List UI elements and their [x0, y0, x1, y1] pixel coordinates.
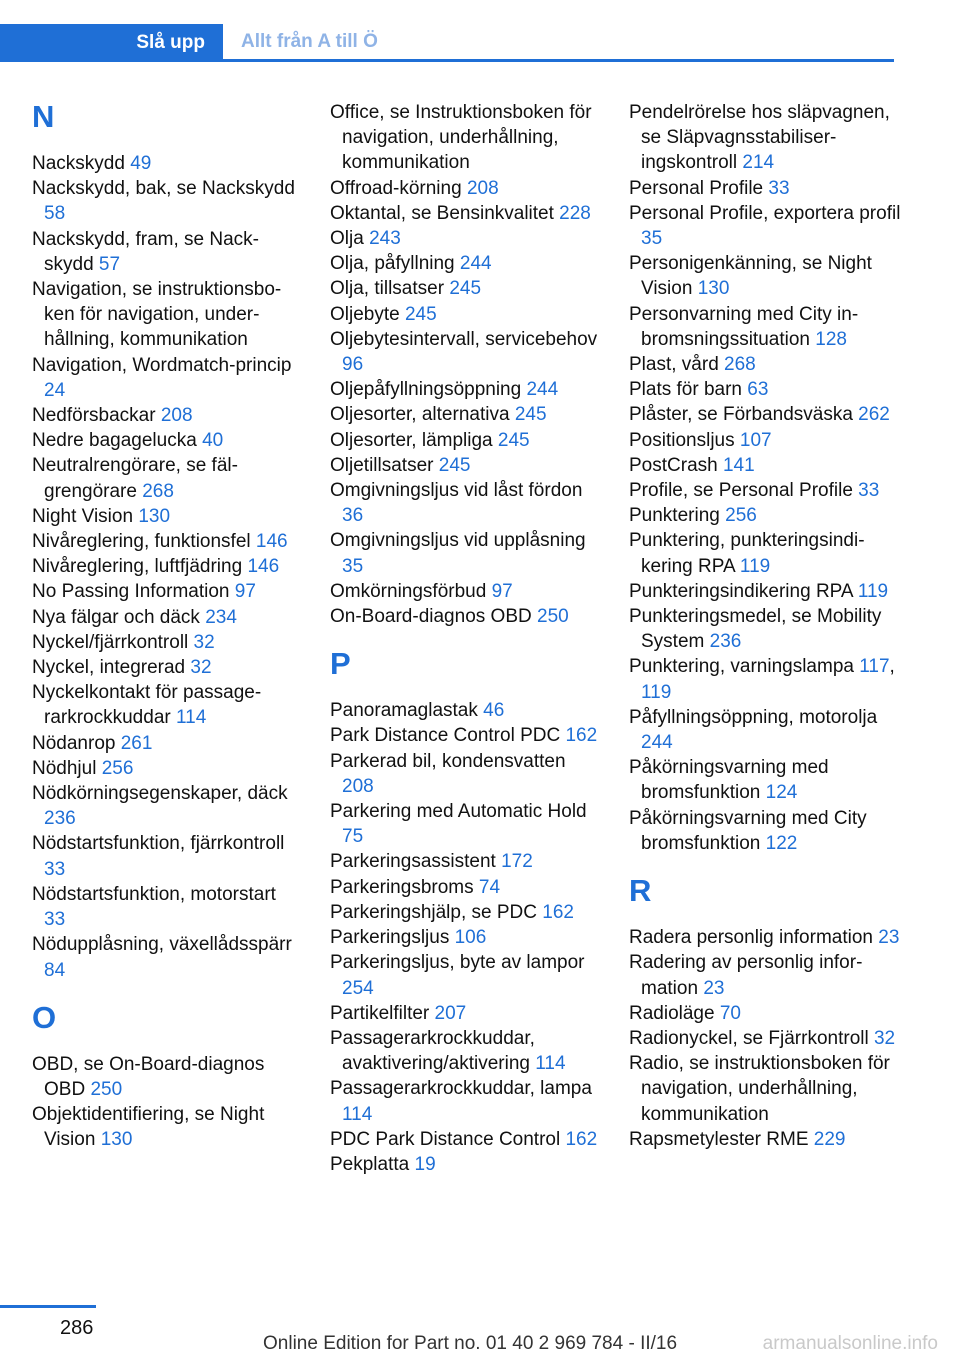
entry-text: Oktantal, se Bensinkvalitet [330, 202, 560, 224]
index-entry [32, 655, 302, 680]
edition-text: Online Edition for Part no. 01 40 2 969 784 - II/16 [263, 1333, 678, 1354]
page-link[interactable]: 32 [873, 1027, 896, 1049]
page-link[interactable]: 250 [537, 606, 569, 628]
section-letter: R [629, 873, 652, 909]
entry-text: Punktering [629, 505, 726, 527]
index-entry [629, 705, 909, 755]
index-entry [32, 504, 302, 529]
entry-text: Parkerad bil, kondensvatten [330, 750, 566, 772]
entry-text: Nedförsbackar [32, 405, 161, 427]
index-entry [32, 227, 302, 277]
index-entry [32, 579, 302, 604]
index-entry [629, 1127, 909, 1152]
entry-text: Olja [330, 228, 370, 250]
page-link[interactable]: 24 [44, 379, 66, 401]
page-link[interactable]: 35 [342, 555, 364, 577]
index-entry [32, 176, 302, 226]
page-link[interactable]: 122 [765, 832, 798, 854]
index-entry [330, 849, 600, 874]
index-entry [629, 503, 909, 528]
index-entry [629, 925, 909, 950]
entry-text: Nyckel, integrerad [32, 657, 191, 679]
entry-text: Partikelfilter [330, 1002, 435, 1024]
entry-text: Neutralrengörare, se fälgrengörare [32, 455, 238, 502]
page-link[interactable]: 84 [44, 959, 66, 981]
entry-text: Omgivningsljus vid upplåsning [330, 530, 586, 552]
entry-text: Pekplatta [330, 1153, 415, 1175]
index-entry [629, 377, 909, 402]
entry-text: Plats för barn [629, 379, 748, 401]
entry-text: On-Board-diagnos OBD [330, 606, 537, 628]
index-entry [32, 932, 302, 982]
entry-text: Nya fälgar och däck [32, 606, 206, 628]
index-entry [330, 478, 600, 528]
page-link[interactable]: 256 [101, 757, 134, 779]
entry-text: Oljepåfyllningsöppning [330, 379, 527, 401]
entry-text: No Passing Information [32, 581, 235, 603]
index-entry [330, 1076, 600, 1126]
entry-text: Oljebytesintervall, servicebehov [330, 328, 598, 350]
page-link[interactable]: 96 [342, 354, 364, 376]
index-entry [629, 428, 909, 453]
entry-text: Personal Profile, exportera profil [629, 202, 901, 224]
index-entry [330, 723, 600, 748]
page-link[interactable]: 46 [483, 700, 505, 722]
page-link[interactable]: 243 [369, 228, 401, 250]
entry-text: Nyckel/fjärrkontroll [32, 631, 194, 653]
index-entry [32, 605, 302, 630]
entry-text: Punktering, punkteringsindikering RPA [629, 530, 865, 577]
index-entry [629, 478, 909, 503]
index-entry [330, 1001, 600, 1026]
page-link[interactable]: 75 [342, 826, 364, 848]
entry-text: Nivåreglering, funktionsfel [32, 531, 256, 553]
index-entry [629, 1001, 909, 1026]
index-entry [629, 1051, 909, 1127]
page-link[interactable]: 106 [454, 927, 487, 949]
entry-text: Radera personlig information [629, 927, 879, 949]
page-link[interactable]: 63 [747, 379, 769, 401]
entry-text: Påkörningsvarning med City bromsfunktion [629, 807, 867, 854]
page-link[interactable]: 128 [815, 328, 847, 350]
page-link[interactable]: 245 [438, 454, 471, 476]
index-entry [32, 453, 302, 503]
page-link[interactable]: 130 [100, 1129, 133, 1151]
entry-text: Plåster, se Förbandsväska [629, 404, 859, 426]
entry-text: Night Vision [32, 505, 139, 527]
page-link[interactable]: 244 [526, 379, 559, 401]
entry-text: Parkering med Automatic Hold [330, 801, 587, 823]
entry-text: Punkteringsmedel, se Mobility System [629, 606, 882, 653]
page-link[interactable]: 23 [703, 977, 725, 999]
entry-text: Omgivningsljus vid låst fördon [330, 480, 583, 502]
entry-text: Passagerarkrockkuddar, avaktivering/aktivering [330, 1027, 536, 1075]
entry-text: Nödupplåsning, växellådsspärr [32, 934, 292, 956]
index-entry [330, 453, 600, 478]
index-entry [330, 604, 600, 629]
index-entry [32, 831, 302, 881]
page-link[interactable]: 244 [459, 253, 492, 275]
tab-sla-upp[interactable]: Slå upp [0, 24, 223, 62]
index-entry [629, 251, 909, 301]
page-link[interactable]: 35 [641, 228, 663, 250]
page-link[interactable]: 33 [44, 909, 66, 931]
page-link[interactable]: 146 [255, 531, 288, 553]
page-link[interactable]: 146 [247, 556, 280, 578]
entry-text: Nödstartsfunktion, motorstart [32, 883, 276, 905]
index-entry [629, 100, 909, 176]
page-link[interactable]: 229 [813, 1128, 846, 1150]
page-link[interactable]: 245 [449, 278, 482, 300]
index-entry [629, 579, 909, 604]
section-gap [32, 983, 302, 1001]
index-entry [629, 1026, 909, 1051]
page-link[interactable]: 130 [138, 505, 171, 527]
index-column-3 [629, 100, 909, 1152]
index-entry [629, 402, 909, 427]
index-column-2 [330, 100, 600, 1177]
index-entry [32, 731, 302, 756]
index-entry [32, 277, 302, 353]
page-link[interactable]: 114 [342, 1103, 373, 1125]
header-rule [0, 59, 894, 62]
entry-text: Oljetillsatser [330, 454, 439, 476]
page-link[interactable]: 124 [765, 782, 798, 804]
entry-text: Office, se Instruktionsboken för navigation, underhållning, kommunikation [330, 102, 592, 174]
page-link[interactable]: 58 [44, 203, 66, 225]
page-link[interactable]: 262 [858, 404, 890, 426]
entry-text: Personal Profile [629, 177, 769, 199]
index-entry [330, 875, 600, 900]
page-link[interactable]: 130 [697, 278, 730, 300]
section-letter: N [32, 99, 55, 134]
page-link[interactable]: 74 [478, 876, 501, 898]
entry-text: Plast, vård [629, 354, 725, 376]
entry-text: Panoramaglastak [330, 700, 484, 722]
page-link[interactable]: 32 [190, 657, 212, 679]
page-link[interactable]: 208 [342, 775, 374, 797]
footer-rule [0, 1305, 96, 1308]
index-entry [330, 799, 600, 849]
section-gap [330, 629, 600, 647]
page-link[interactable]: 254 [342, 977, 374, 999]
index-entry [330, 950, 600, 1000]
entry-text: Nödanrop [32, 732, 121, 754]
index-entry [330, 428, 600, 453]
entry-text: Påfyllningsöppning, motorolja [629, 706, 878, 728]
page-link[interactable]: 268 [142, 480, 174, 502]
entry-text: Nedre bagagelucka [32, 430, 203, 452]
section-gap [629, 856, 909, 874]
index-entry [330, 327, 600, 377]
entry-text: Oljebyte [330, 303, 405, 325]
index-entry [629, 604, 909, 654]
entry-text: Nivåreglering, luftfjädring [32, 556, 248, 578]
page-link[interactable]: 49 [130, 153, 152, 174]
entry-text: Nackskydd, bak, se Nackskydd [32, 178, 295, 200]
index-entry [32, 554, 302, 579]
page-link[interactable]: 244 [641, 732, 673, 754]
entry-text: Punktering, varningslampa [629, 656, 860, 678]
page-link[interactable]: 33 [858, 480, 880, 502]
entry-text: Rapsmetylester RME [629, 1128, 814, 1150]
entry-text: Omkörningsförbud [330, 580, 492, 602]
index-entry [629, 201, 909, 251]
index-entry [330, 1127, 600, 1152]
page-link[interactable]: 245 [404, 303, 437, 325]
section-letter: O [32, 999, 57, 1035]
entry-text: PDC Park Distance Control [330, 1128, 566, 1150]
entry-text: Pendelrörelse hos släpvagnen, se Släpvagnsstabiliseringskontroll [629, 102, 890, 174]
page-link[interactable]: 245 [514, 404, 547, 426]
index-entry [629, 528, 909, 578]
page-link[interactable]: 172 [501, 851, 533, 873]
page-link[interactable]: 261 [120, 732, 153, 754]
entry-text: Oljesorter, alternativa [330, 404, 515, 426]
index-entry [330, 528, 600, 578]
page-link[interactable]: 268 [724, 354, 756, 376]
page-link[interactable]: 245 [497, 429, 530, 451]
page-link[interactable]: 207 [434, 1002, 467, 1024]
page-link[interactable]: 208 [160, 405, 193, 427]
index-entry [32, 680, 302, 730]
entry-text: Parkeringsljus, byte av lampor [330, 952, 585, 974]
entry-text: Parkeringsassistent [330, 851, 502, 873]
entry-text: Påkörningsvarning med bromsfunktion [629, 757, 829, 804]
entry-text: Oljesorter, lämpliga [330, 429, 498, 451]
page-link[interactable]: 33 [44, 858, 66, 880]
entry-text: Radio, se instruktionsboken för navigation, underhållning, kommunikation [629, 1053, 890, 1125]
index-entry [629, 176, 909, 201]
entry-text: Navigation, se instruktionsboken för navigation, underhållning, kommunikation [32, 279, 282, 351]
entry-text: Personigenkänning, se Night Vision [629, 253, 872, 300]
page-link[interactable]: 33 [768, 177, 790, 199]
page-link[interactable]: 57 [98, 253, 121, 275]
entry-text: Radionyckel, se Fjärrkontroll [629, 1027, 874, 1049]
page-link[interactable]: 236 [44, 808, 76, 830]
entry-text: Nödkörningsegenskaper, däck [32, 783, 288, 805]
page-link[interactable]: 19 [414, 1153, 436, 1175]
index-entry [32, 1102, 302, 1152]
index-entry [629, 806, 909, 856]
entry-text: Olja, påfyllning [330, 253, 460, 275]
index-entry [330, 579, 600, 604]
index-entry [32, 756, 302, 781]
index-entry [330, 377, 600, 402]
entry-text: Positionsljus [629, 429, 740, 451]
entry-text: Nackskydd [32, 153, 131, 174]
page-separator: , [889, 656, 895, 678]
index-column-1 [32, 100, 302, 1153]
entry-text: Olja, tillsatser [330, 278, 450, 300]
index-entry [629, 755, 909, 805]
section-letter: P [330, 646, 351, 682]
entry-text: Nackskydd, fram, se Nackskydd [32, 228, 259, 275]
page-link[interactable]: 162 [542, 901, 574, 923]
page-number: 286 [60, 1317, 94, 1339]
entry-text: OBD, se On-Board-diagnos OBD [32, 1053, 265, 1100]
entry-text: Parkeringsljus [330, 927, 455, 949]
index-entry [32, 781, 302, 831]
page-link[interactable]: 119 [641, 681, 672, 703]
entry-text: Passagerarkrockkuddar, lampa [330, 1078, 592, 1100]
index-entry [32, 1052, 302, 1102]
index-entry [330, 1152, 600, 1177]
page-link[interactable]: 36 [342, 505, 364, 527]
index-entry [330, 226, 600, 251]
page-link[interactable]: 214 [742, 152, 775, 174]
page-link[interactable]: 162 [565, 1128, 598, 1150]
page-link[interactable]: 250 [90, 1078, 123, 1100]
page-link[interactable]: 114 [176, 707, 207, 729]
entry-text: Parkeringshjälp, se PDC [330, 901, 543, 923]
page-link[interactable]: 256 [725, 505, 757, 527]
page-link[interactable]: 32 [193, 631, 215, 653]
index-entry [32, 151, 302, 176]
index-entry [330, 900, 600, 925]
index-entry [330, 749, 600, 799]
index-entry [32, 529, 302, 554]
page-link[interactable]: 70 [719, 1002, 741, 1024]
entry-text: Navigation, Wordmatch-princip [32, 354, 292, 376]
page-link[interactable]: 208 [466, 177, 499, 199]
index-entry [629, 453, 909, 478]
index-entry [32, 403, 302, 428]
page-link[interactable]: 97 [491, 580, 513, 602]
entry-text: Parkeringsbroms [330, 876, 479, 898]
index-entry [32, 882, 302, 932]
page-link[interactable]: 114 [535, 1053, 566, 1075]
page-link[interactable]: 40 [202, 430, 224, 452]
entry-text: Nödhjul [32, 757, 102, 779]
entry-text: Radioläge [629, 1002, 720, 1024]
page-link[interactable]: 119 [739, 555, 771, 577]
index-entry [330, 1026, 600, 1076]
page-link[interactable]: 228 [559, 202, 591, 224]
page-link[interactable]: 234 [205, 606, 237, 628]
index-entry [330, 402, 600, 427]
index-entry [32, 428, 302, 453]
index-entry [330, 100, 600, 176]
entry-text: Profile, se Personal Profile [629, 480, 859, 502]
index-entry [330, 276, 600, 301]
page-link[interactable]: 119 [857, 580, 889, 602]
index-entry [330, 925, 600, 950]
entry-text: Personvarning med City inbromsningssituation [629, 303, 859, 350]
page-link[interactable]: 141 [722, 454, 755, 476]
entry-text: Objektidentifiering, se Night Vision [32, 1104, 265, 1151]
index-entry [629, 950, 909, 1000]
entry-text: Nyckelkontakt för passagerarkrockkuddar [32, 682, 262, 729]
index-entry [32, 353, 302, 403]
entry-text: PostCrash [629, 454, 723, 476]
page-link[interactable]: 97 [234, 581, 256, 603]
page-link[interactable]: 162 [565, 725, 598, 747]
index-entry [629, 352, 909, 377]
entry-text: Park Distance Control PDC [330, 725, 566, 747]
entry-text: Punkteringsindikering RPA [629, 580, 858, 602]
page-link[interactable]: 236 [709, 631, 742, 653]
entry-text: Nödstartsfunktion, fjärrkontroll [32, 833, 285, 855]
index-entry [32, 630, 302, 655]
index-entry [330, 302, 600, 327]
index-entry [330, 201, 600, 226]
index-entry [330, 251, 600, 276]
page-link[interactable]: 107 [739, 429, 772, 451]
tab-allt-fran-a-till-o[interactable]: Allt från A till Ö [241, 30, 378, 52]
watermark: armanualsonline.info [762, 1333, 938, 1354]
index-entry [629, 654, 909, 704]
page-link[interactable]: 117 [859, 656, 890, 678]
entry-text: Offroad-körning [330, 177, 467, 199]
index-entry [330, 176, 600, 201]
index-entry [330, 698, 600, 723]
header-bar [0, 24, 894, 62]
entry-text: Radering av personlig information [629, 952, 863, 999]
page-link[interactable]: 23 [878, 927, 900, 949]
index-entry [629, 302, 909, 352]
